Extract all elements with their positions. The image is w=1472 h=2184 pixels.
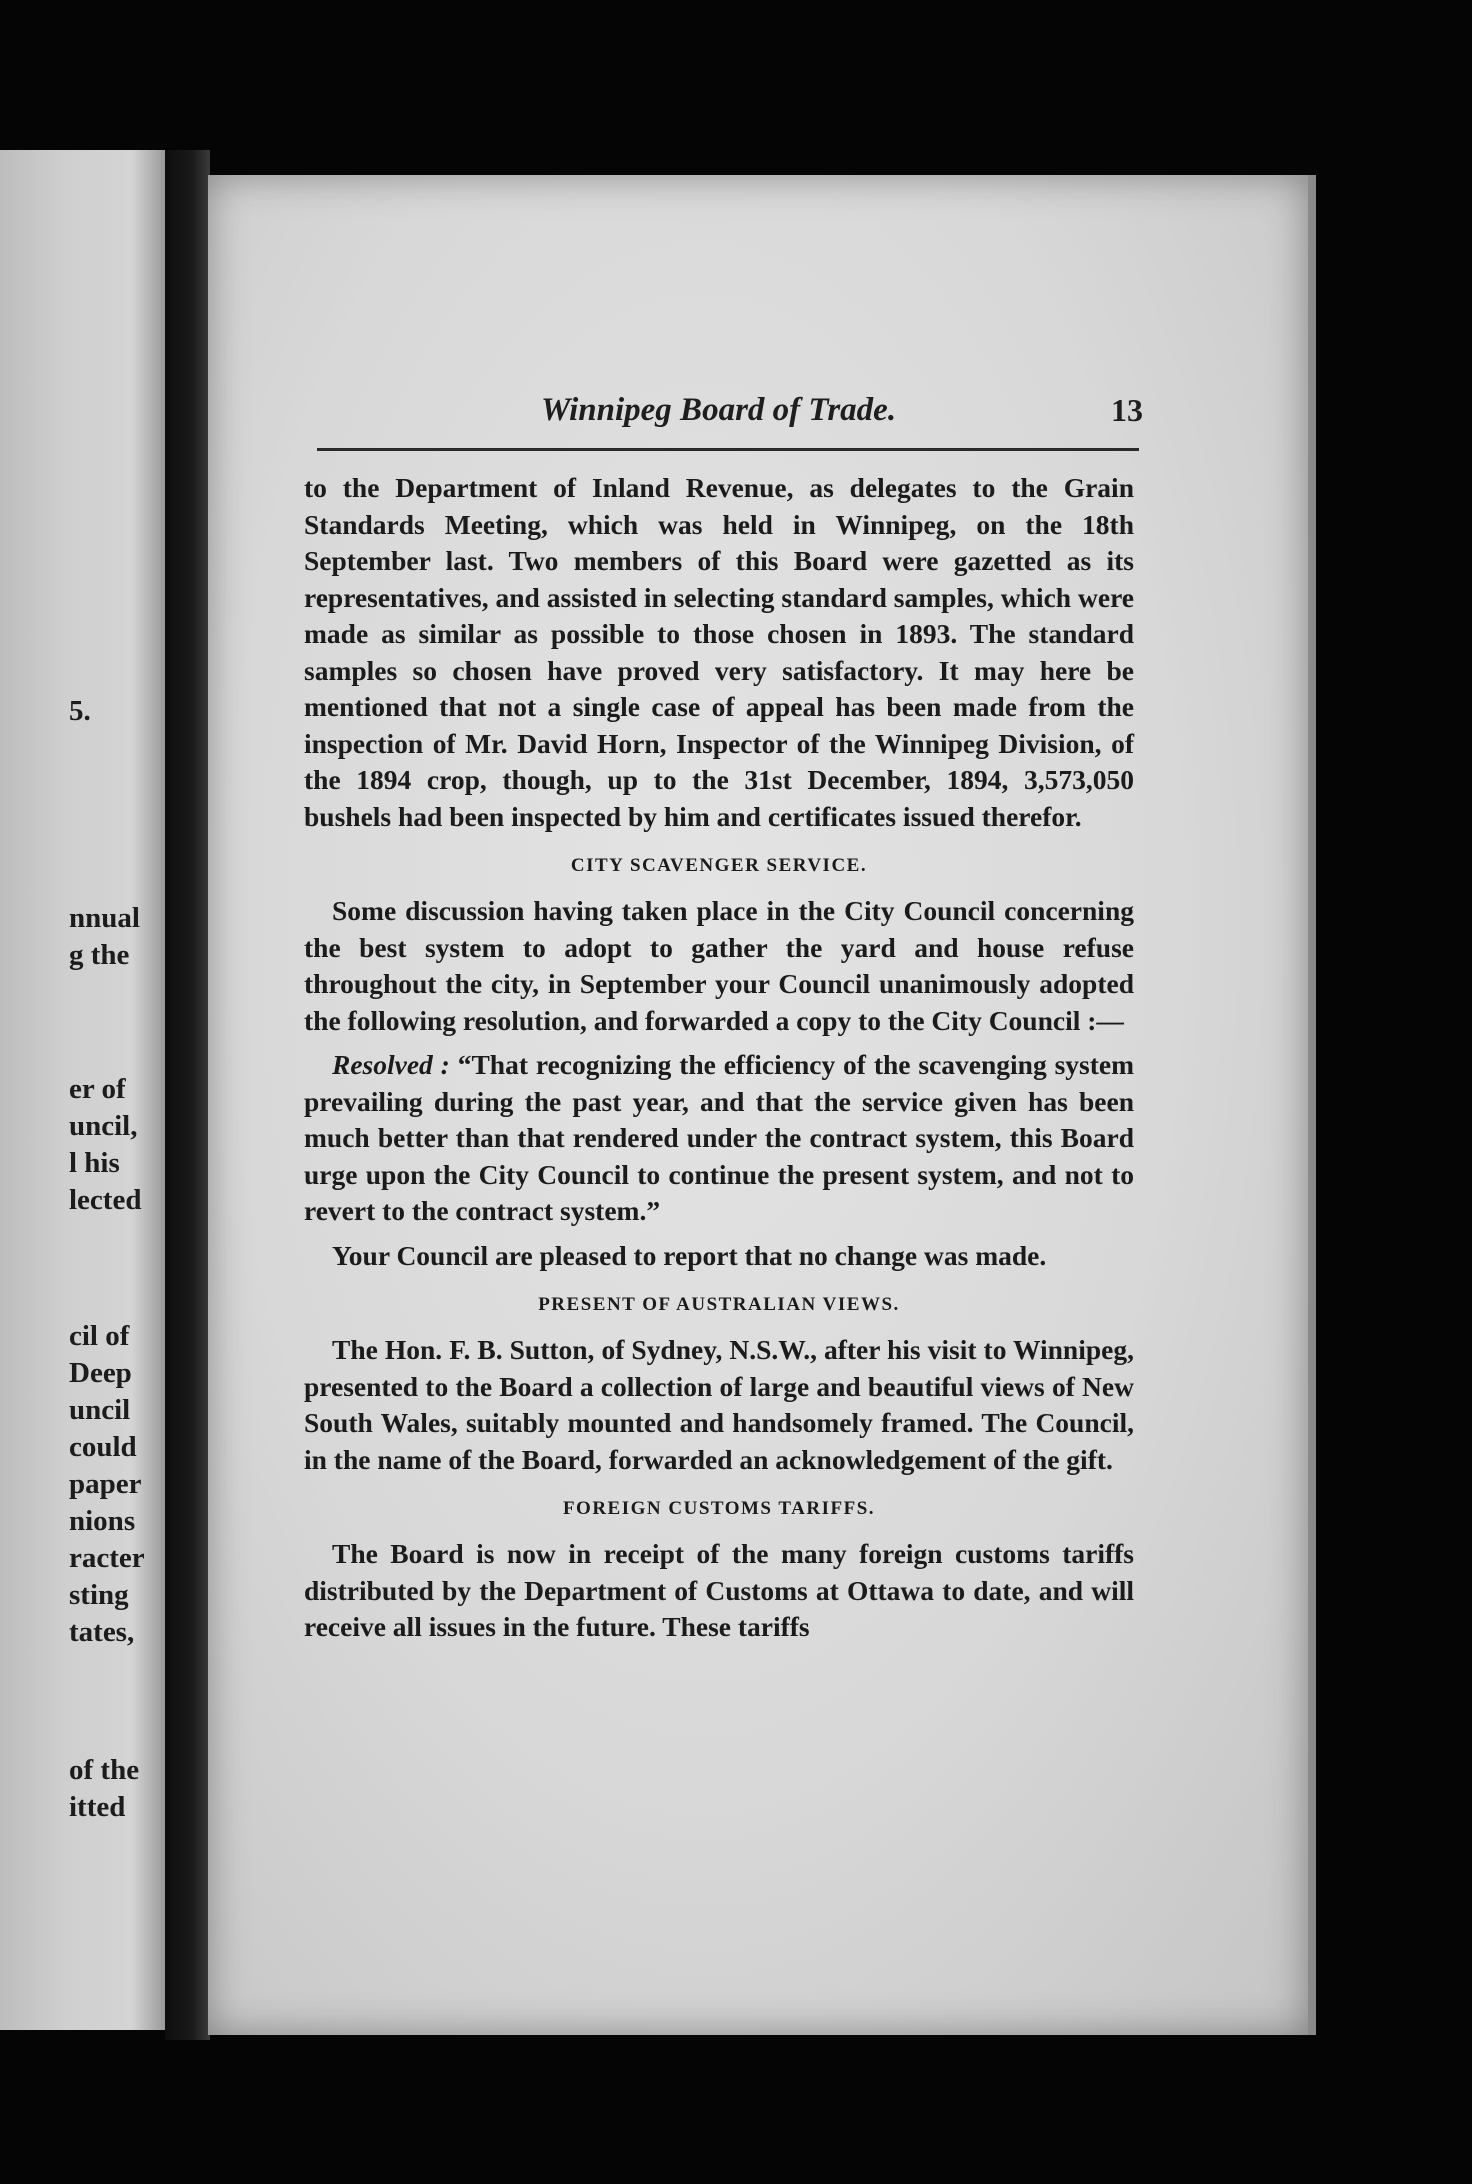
section-heading: FOREIGN CUSTOMS TARIFFS. [562,1498,876,1519]
running-title: Winnipeg Board of Trade. [541,392,897,428]
paragraph: to the Department of Inland Revenue, as delegates to the Grain Standards Meeting, which was held in Winnipeg, on the 18th September last. Two members of this Board were gazetted as its representatives, and assisted in selecting standard samples, which were made as similar as possible to those chosen in 1893. The standard samples so chosen have proved very satisfactory. It may here be mentioned that not a single case of appeal has been made from the inspection of Mr. David Horn, Inspector of the Winnipeg Division, of the 1894 crop, though, up to the 31st December, 1894, 3,573,050 bushels had been inspected by him and certificates issued therefor. [304,472,1134,832]
left-fragment: cil of [69,1320,130,1352]
left-fragment: racter [69,1542,145,1574]
left-fragment: itted [69,1791,126,1823]
running-header [208,392,1248,442]
left-fragment: l his [69,1147,120,1179]
resolution-text: “That recognizing the efficiency of the scavenging system prevailing during the past year, and that the service given has been much better than that rendered under the contract system, this Board urge upon the City Council to continue the present system, and not to revert to the contract system.” [304,1049,1135,1226]
paragraph: The Board is now in receipt of the many foreign customs tariffs distributed by the Department of Customs at Ottawa to date, and will receive all issues in the future. These tariffs [304,1538,1134,1642]
previous-page-fragment [0,150,165,2030]
left-fragment: nnual [69,902,140,934]
page-edge [1308,175,1316,2035]
left-fragment: nions [69,1505,136,1537]
page-number: 13 [1111,392,1143,428]
paragraph: Your Council are pleased to report that no change was made. [332,1239,1047,1271]
left-fragment: 5. [69,695,91,727]
left-fragment: could [69,1431,137,1463]
left-fragment: er of [69,1073,126,1105]
left-fragment: Deep [69,1357,132,1389]
resolved-label: Resolved : [332,1049,450,1080]
left-fragment: g the [69,939,130,971]
section-heading: CITY SCAVENGER SERVICE. [570,855,868,876]
left-fragment: uncil [69,1394,131,1426]
resolution-paragraph [304,1047,1134,1230]
left-fragment: tates, [69,1616,135,1648]
paragraph: The Hon. F. B. Sutton, of Sydney, N.S.W., after his visit to Winnipeg, presented to the Board a collection of large and beautiful views of New South Wales, suitably mounted and handsomely framed. The Council, in the name of the Board, forwarded an acknowledgement of the gift. [304,1334,1134,1475]
left-fragment: sting [69,1579,129,1611]
page-body [304,470,1134,1646]
book-gutter [165,150,210,2040]
section-heading: PRESENT OF AUSTRALIAN VIEWS. [538,1294,900,1315]
left-fragment: paper [69,1468,142,1500]
left-fragment: of the [69,1754,140,1786]
header-rule [317,448,1139,451]
left-fragment: lected [69,1184,142,1216]
left-fragment: uncil, [69,1110,138,1142]
paragraph: Some discussion having taken place in the City Council concerning the best system to adopt to gather the yard and house refuse throughout the city, in September your Council unanimously adopted the following resolution, and forwarded a copy to the City Council :— [304,895,1134,1036]
